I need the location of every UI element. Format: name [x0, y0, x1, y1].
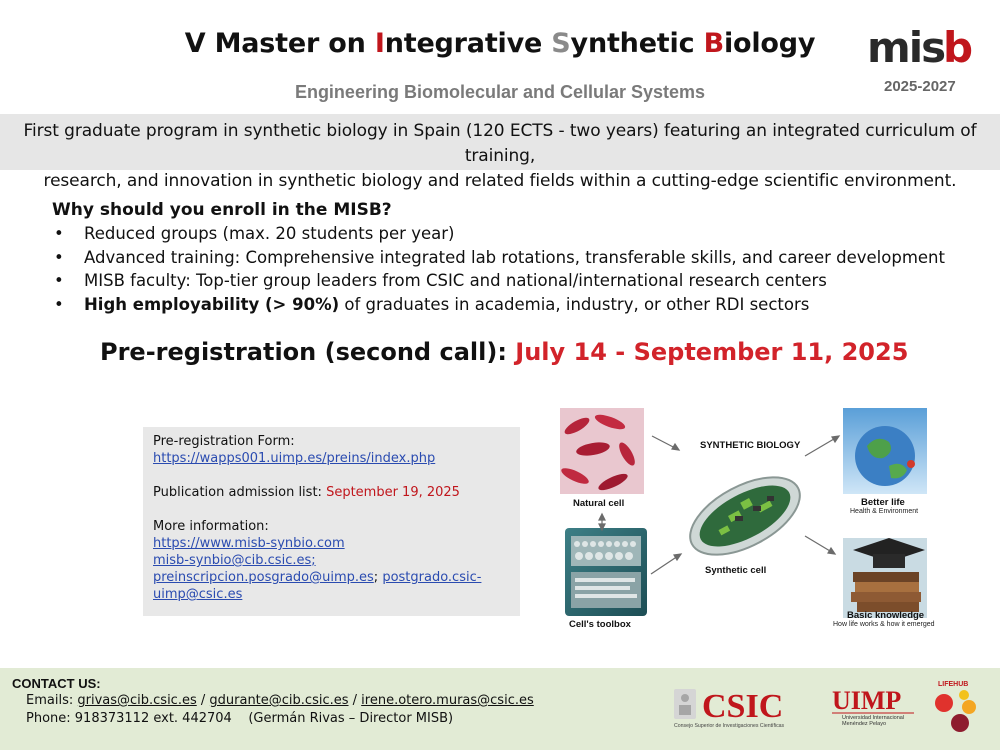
contact-emails [26, 693, 534, 708]
contact-email-gdurante[interactable]: gdurante@cib.csic.es [209, 693, 349, 708]
more-info-label: More information: [153, 519, 269, 534]
why-item-text: MISB faculty: Top-tier group leaders from CSIC and national/international research centers [84, 271, 827, 290]
admission-label: Publication admission list: [153, 485, 327, 500]
bullet-icon: • [54, 224, 64, 243]
lifehub-logo [930, 677, 990, 737]
email-sep-1: / [196, 693, 210, 708]
misb-logo [865, 22, 985, 70]
preregistration-line [100, 338, 908, 366]
diagram-art [555, 404, 935, 636]
why-item-bold: High employability (> 90%) [84, 294, 340, 314]
why-item-text: Reduced groups (max. 20 students per year) [84, 224, 455, 243]
title-part: iology [723, 28, 816, 59]
email-separator: ; [311, 553, 316, 568]
title-part: ynthetic [570, 28, 704, 59]
books-graduation-image [843, 538, 927, 618]
why-list-item [52, 246, 945, 270]
lifehub-logo-text: LIFEHUB [938, 681, 969, 688]
email-link-preinscripcion[interactable]: preinscripcion.posgrado@uimp.es [153, 570, 374, 585]
better-life-label: Better life [861, 497, 905, 508]
website-link[interactable]: https://www.misb-synbio.com [153, 536, 345, 551]
csic-emblem-icon [674, 689, 696, 719]
csic-logo [672, 683, 827, 729]
synthetic-cell-image [678, 461, 812, 570]
intro-line-2: research, and innovation in synthetic biology and related fields within a cutting-edge scientific environment. [43, 171, 957, 191]
email-link-postgrado-cont[interactable]: uimp@csic.es [153, 587, 243, 602]
why-list-item [52, 222, 945, 246]
bullet-icon: • [54, 294, 64, 314]
toolbox-label: Cell's toolbox [569, 619, 631, 630]
earth-tree-image [843, 408, 927, 494]
csic-logo-text: CSIC [702, 688, 784, 725]
why-list-item [52, 269, 945, 293]
title-part: V Master on [184, 28, 375, 59]
title-part: B [703, 28, 724, 59]
basic-knowledge-sub: How life works & how it emerged [833, 621, 935, 628]
program-years: 2025-2027 [884, 78, 956, 95]
uimp-logo-sub1: Universidad Internacional [842, 715, 905, 721]
intro-banner [0, 114, 1000, 191]
bullet-icon: • [54, 247, 64, 267]
email-separator-2: ; [373, 570, 383, 585]
title-part: S [551, 28, 571, 59]
contact-heading: CONTACT US: [12, 676, 101, 691]
email-link-postgrado[interactable]: postgrado.csic- [382, 570, 482, 585]
page-title [0, 28, 1000, 59]
contact-phone: Phone: 918373112 ext. 442704 (Germán Rivas – Director MISB) [26, 711, 454, 726]
title-part: ntegrative [384, 28, 552, 59]
better-life-sub: Health & Environment [850, 508, 919, 515]
form-link[interactable]: https://wapps001.uimp.es/preins/index.php [153, 451, 436, 466]
why-list [52, 222, 945, 316]
title-part: I [374, 28, 385, 59]
info-box [143, 427, 520, 616]
misb-logo-b: b [943, 23, 972, 70]
basic-knowledge-label: Basic knowledge [847, 610, 925, 621]
synthetic-cell-label: Synthetic cell [705, 565, 767, 576]
why-heading: Why should you enroll in the MISB? [52, 200, 392, 220]
intro-line-1: First graduate program in synthetic biology in Spain (120 ECTS - two years) featuring an integrated curriculum of training, [23, 121, 977, 166]
why-item-text: Advanced training: Comprehensive integrated lab rotations, transferable skills, and career development [84, 247, 945, 267]
csic-logo-sub: Consejo Superior de Investigaciones Científicas [674, 723, 785, 729]
preregistration-dates: July 14 - September 11, 2025 [515, 338, 909, 366]
uimp-logo-sub2: Menéndez Pelayo [842, 721, 887, 727]
why-item-text: of graduates in academia, industry, or other RDI sectors [339, 294, 810, 314]
preregistration-label: Pre-registration (second call): [100, 338, 516, 366]
contact-email-irene[interactable]: irene.otero.muras@csic.es [361, 693, 534, 708]
natural-cell-image [559, 408, 644, 494]
admission-date: September 19, 2025 [326, 485, 460, 500]
why-list-item [52, 293, 945, 317]
form-label: Pre-registration Form: [153, 434, 295, 449]
synthetic-biology-diagram [555, 404, 935, 636]
emails-label: Emails: [26, 693, 78, 708]
misb-logo-text: mis [867, 23, 945, 70]
email-link-misb[interactable]: misb-synbio@cib.csic.es [153, 553, 312, 568]
bullet-icon: • [54, 271, 64, 290]
toolbox-image [565, 528, 647, 616]
email-sep-2: / [348, 693, 362, 708]
natural-cell-label: Natural cell [573, 498, 625, 509]
uimp-logo-text: UIMP [832, 686, 902, 715]
contact-email-grivas[interactable]: grivas@cib.csic.es [77, 693, 197, 708]
uimp-logo [830, 685, 918, 727]
page-subtitle: Engineering Biomolecular and Cellular Systems [294, 82, 706, 102]
diagram-center-title: SYNTHETIC BIOLOGY [700, 440, 801, 451]
